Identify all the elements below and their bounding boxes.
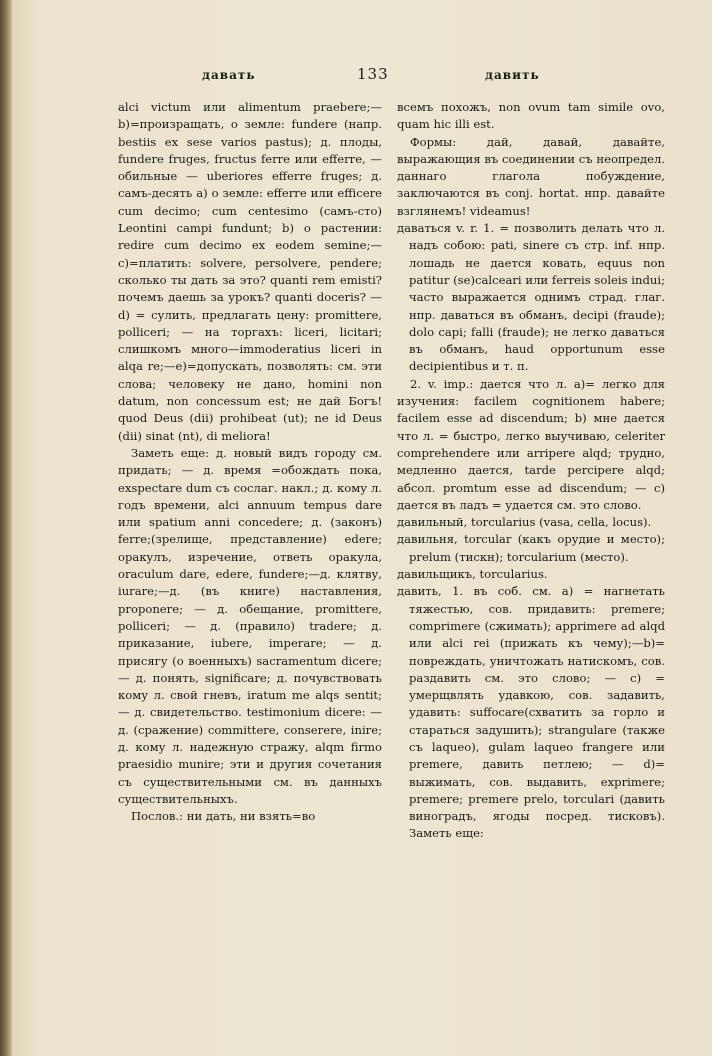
page-number: 133 bbox=[357, 65, 389, 83]
running-head bbox=[0, 65, 712, 88]
dictionary-entry: даваться v. r. 1. = позволить делать что л. надъ собою: pati, sinere съ стр. inf. нпр. лошадь не дается ковать, equus non patitur (se)calceari или ferreis soleis indui; часто выражается однимъ страд. глаг. нпр. даваться въ обманъ, decipi (fraude); dolo capi; falli (fraude); не легко даваться въ обманъ, haud opportunum esse decipientibus и т. п. bbox=[397, 221, 665, 374]
dictionary-entry: давильщикъ, torcularius. bbox=[397, 567, 548, 582]
entry-paragraph: всемъ похожъ, non ovum tam simile ovo, quam hic illi est. bbox=[397, 100, 665, 132]
entry-paragraph: alci victum или alimentum praebere;—b)=произращать, о земле: fundere (напр. bestiis ex sese varios pastus); д. плоды, fundere fruges, fructus ferre или efferre, — обильные — uberiores efferre fruges; д. самъ-десять а) о земле: efferre или efficere cum decimo; cum centesimo (самъ-сто) Leontini campi fundunt; b) о растении: redire cum decimo ex eodem semine;—c)=платить: solvere, persolvere, pendere; сколько ты дать за это? quanti rem emisti? почемъ даешь за урокъ? quanti doceris? — d) = сулить, предлагать цену: promittere, polliceri; — на торгахъ: liceri, licitari; слишкомъ много—immoderatius liceri in alqa re;—e)=допускать, позволять: см. эти слова; человеку не дано, homini non datum, non concessum est; не дай Богъ! quod Deus (dii) prohibeat (ut); ne id Deus (dii) sinat (nt), di meliora! bbox=[118, 100, 382, 443]
right-column bbox=[397, 99, 665, 843]
left-column bbox=[118, 99, 382, 825]
entry-paragraph: Заметь еще: д. новый видъ городу см. придать; — д. время =обождать пока, exspectare dum съ сослаг. накл.; д. кому л. годъ времени, alci annuum tempus dare или spatium anni concedere; д. (законъ) ferre;(зрелище, представление) edere; оракулъ, изречение, ответь оракула, oraculum dare, edere, fundere;—д. клятву, iurare;—д. (въ книге) наставления, proponere; — д. обещание, promittere, polliceri; — д. (правило) tradere; д. приказание, iubere, imperare; — д. присягу (о военныхъ) sacramentum dicere; — д. понять, significare; д. почувствовать кому л. свой гневъ, iratum me alqs sentit; — д. свидетельство. testimonium dicere: — д. (сражение) committere, conserere, inire; д. кому л. надежную стражу, alqm firmo praesidio munire; эти и другия сочетания съ существительными см. въ данныхъ существительныхъ. bbox=[118, 445, 382, 806]
dictionary-entry: давить, 1. въ соб. см. а) = нагнетать тяжестью, сов. придавить: premere; comprimere (сжимать); apprimere ad alqd или alci rei (прижать къ чему);—b)= повреждать, уничтожать натискомъ, сов. раздавить см. это слово; — c) = умерщвлять удавкою, сов. задавить, удавить: suffocare(схватить за горло и стараться задушить); strangulare (также съ laqueo), gulam laqueo frangere или premere, давить петлею; — d)= выжимать, сов. выдавить, exprimere; premere; premere prelo, torculari (давить виноградъ, ягоды посред. тисковъ). Заметь еще: bbox=[397, 584, 665, 841]
book-binding-edge bbox=[0, 0, 12, 1056]
entry-paragraph: 2. v. imp.: дается что л. а)= легко для изучения: facilem cognitionem habere; facilem esse ad discendum; b) мне дается что л. = быстро, легко выучиваю, celeriter comprehendere или arripere alqd; трудно, медленно дается, tarde percipere alqd; абсол. promtum esse ad discendum; — c) дается въ ладъ = удается см. это слово. bbox=[397, 376, 665, 512]
left-guide-word: давать bbox=[202, 68, 256, 82]
entry-paragraph: Формы: дай, давай, давайте, выражающия въ соединении съ неопредел. даннаго глагола побуждение, заключаются въ conj. hortat. нпр. давайте взглянемъ! videamus! bbox=[397, 134, 665, 218]
dictionary-entry: давильный, torcularius (vasa, cella, locus). bbox=[397, 515, 652, 530]
dictionary-entry: давильня, torcular (какъ орудие и место); prelum (тискн); torcularium (место). bbox=[397, 532, 665, 564]
entry-paragraph: Послов.: ни дать, ни взять=во bbox=[131, 809, 316, 824]
right-guide-word: давить bbox=[485, 68, 540, 82]
